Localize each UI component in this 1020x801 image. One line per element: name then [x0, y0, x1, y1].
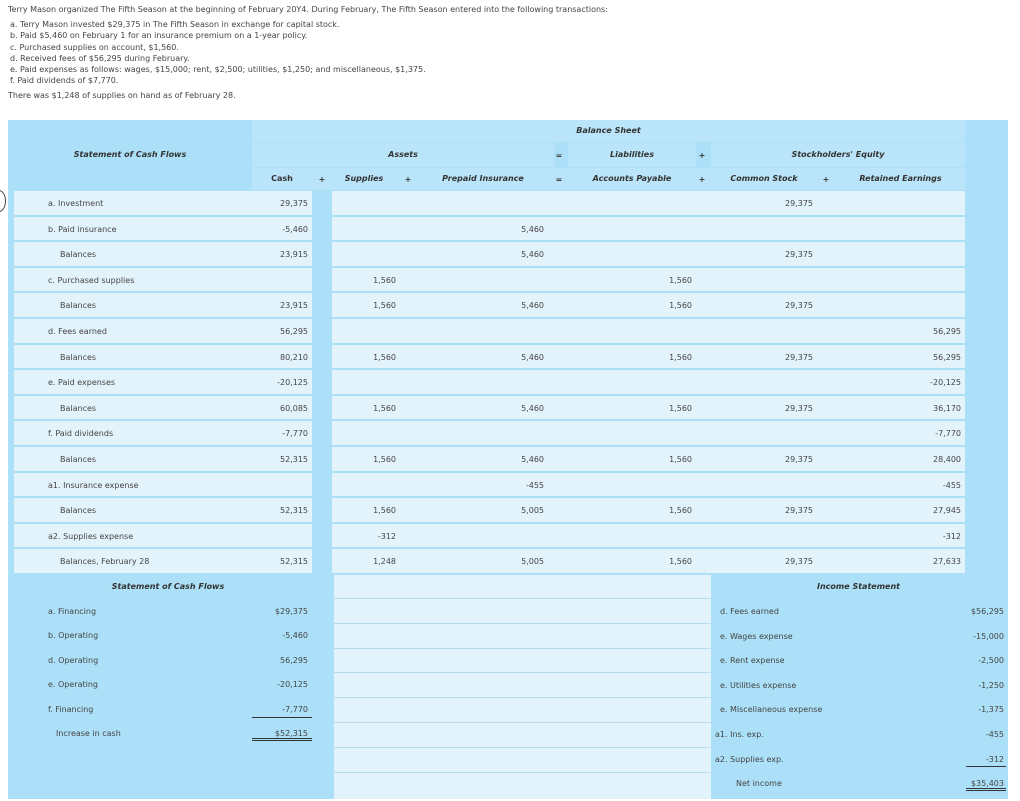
table-cell: [817, 242, 836, 266]
table-cell: [14, 293, 252, 317]
cash-flow-amount: $29,375: [274, 607, 308, 616]
income-statement-label: a1. Ins. exp.: [715, 730, 764, 739]
cell-payable: 1,560: [669, 455, 692, 464]
cell-prepaid: 5,460: [521, 455, 544, 464]
cell-stock: 29,375: [785, 250, 813, 260]
table-cell: [252, 473, 312, 497]
row-label: f. Paid dividends: [48, 429, 114, 439]
table-cell: [696, 396, 711, 420]
plus-sign: +: [698, 175, 706, 184]
cell-cash: 23,915: [280, 301, 308, 311]
supplies-note: There was $1,248 of supplies on hand as of February 28.: [8, 91, 236, 101]
income-statement-label: e. Wages expense: [720, 631, 793, 641]
row-divider: [334, 623, 711, 624]
table-cell: [400, 473, 418, 497]
income-statement-label: e. Miscellaneous expense: [720, 705, 823, 715]
row-divider: [334, 747, 711, 748]
table-cell: [696, 473, 711, 497]
income-statement-amount: -2,500: [978, 656, 1004, 666]
table-cell: [696, 345, 711, 369]
cell-supplies: 1,560: [373, 403, 396, 413]
cell-supplies: 1,560: [373, 506, 396, 516]
table-cell: [400, 293, 418, 317]
col-cash: Cash: [271, 174, 293, 183]
cell-prepaid: -455: [525, 480, 544, 490]
cell-prepaid: 5,005: [521, 557, 544, 567]
cell-payable: 1,560: [669, 352, 692, 362]
table-cell: [568, 421, 696, 445]
table-cell: [332, 191, 400, 215]
cash-flow-amount: 56,295: [280, 655, 308, 665]
cell-supplies: 1,560: [373, 352, 396, 362]
table-cell: [332, 421, 400, 445]
cell-cash: 56,295: [280, 327, 308, 336]
cash-flow-amount: -5,460: [282, 631, 308, 641]
table-cell: [548, 396, 568, 420]
table-cell: [817, 370, 836, 394]
table-cell: [836, 242, 965, 266]
row-label: Balances: [60, 403, 97, 413]
cell-stock: 29,375: [785, 506, 813, 516]
cash-flow-amount: -7,770: [282, 704, 308, 714]
subtotal-underline: [252, 717, 312, 718]
table-cell: [817, 549, 836, 573]
table-cell: [14, 396, 252, 420]
cell-retained: 27,945: [933, 506, 961, 516]
table-cell: [711, 217, 817, 241]
problem-paragraph: Terry Mason organized The Fifth Season at the beginning of February 20Y4. During February, The Fifth Season entered into the following transactions:: [8, 5, 608, 14]
table-cell: [696, 242, 711, 266]
net-income-label: Net income: [736, 779, 782, 789]
table-cell: [332, 473, 400, 497]
cell-prepaid: 5,460: [521, 224, 544, 234]
table-cell: [711, 421, 817, 445]
plus-sign: +: [404, 175, 412, 184]
row-label: Balances, February 28: [60, 557, 150, 567]
table-cell: [696, 370, 711, 394]
cash-flow-label: e. Operating: [48, 680, 99, 690]
table-cell: [548, 293, 568, 317]
table-cell: [418, 268, 548, 292]
cell-retained: -20,125: [930, 378, 961, 388]
cell-payable: 1,560: [669, 301, 692, 311]
cell-payable: 1,560: [669, 557, 692, 567]
table-cell: [400, 396, 418, 420]
table-cell: [817, 217, 836, 241]
table-cell: [400, 319, 418, 343]
table-cell: [696, 447, 711, 471]
cell-prepaid: 5,460: [521, 301, 544, 311]
table-cell: [568, 524, 696, 548]
row-divider: [334, 598, 711, 599]
equals-sign: =: [555, 151, 563, 160]
cell-cash: 60,085: [280, 403, 308, 413]
income-statement-amount: $56,295: [970, 607, 1004, 616]
income-statement-amount: -1,250: [978, 680, 1004, 690]
transaction-item: a. Terry Mason invested $29,375 in The Fifth Season in exchange for capital stock.: [10, 20, 340, 30]
table-cell: [400, 421, 418, 445]
selection-marker: [0, 190, 6, 212]
cell-supplies: 1,560: [373, 455, 396, 464]
worksheet: [8, 120, 1008, 799]
table-cell: [696, 524, 711, 548]
cell-cash: -7,770: [282, 429, 308, 439]
income-statement-label: e. Utilities expense: [720, 680, 797, 690]
table-cell: [817, 293, 836, 317]
table-cell: [568, 370, 696, 394]
plus-sign: +: [318, 175, 326, 184]
table-cell: [548, 217, 568, 241]
plus-sign: +: [698, 151, 706, 160]
table-cell: [817, 473, 836, 497]
table-cell: [14, 498, 252, 522]
cell-cash: 52,315: [280, 506, 308, 516]
table-cell: [418, 421, 548, 445]
table-cell: [568, 217, 696, 241]
cell-stock: 29,375: [785, 403, 813, 413]
row-label: a2. Supplies expense: [48, 531, 134, 541]
table-cell: [696, 498, 711, 522]
table-cell: [14, 242, 252, 266]
table-cell: [548, 242, 568, 266]
left-header-title: Statement of Cash Flows: [73, 150, 187, 159]
table-cell: [817, 319, 836, 343]
cell-stock: 29,375: [785, 352, 813, 362]
plus-sign: +: [822, 175, 830, 184]
total-double-underline: [252, 738, 312, 741]
row-divider: [334, 648, 711, 649]
cash-flow-amount: -20,125: [277, 680, 308, 690]
total-double-underline: [966, 788, 1006, 791]
table-cell: [568, 319, 696, 343]
table-cell: [817, 524, 836, 548]
cell-cash: 23,915: [280, 250, 308, 260]
transaction-item: d. Received fees of $56,295 during February.: [10, 53, 190, 63]
cell-retained: -7,770: [935, 429, 961, 439]
table-cell: [548, 524, 568, 548]
table-cell: [696, 421, 711, 445]
cell-retained: 27,633: [933, 557, 961, 567]
transaction-item: f. Paid dividends of $7,770.: [10, 76, 119, 86]
table-cell: [548, 421, 568, 445]
table-cell: [400, 268, 418, 292]
table-cell: [400, 242, 418, 266]
row-divider: [334, 722, 711, 723]
table-cell: [252, 268, 312, 292]
cash-flows-title: Statement of Cash Flows: [111, 582, 225, 591]
table-cell: [548, 345, 568, 369]
cell-retained: 36,170: [933, 403, 961, 413]
income-statement-amount: -1,375: [978, 705, 1004, 715]
transaction-item: b. Paid $5,460 on February 1 for an insurance premium on a 1-year policy.: [10, 31, 308, 41]
table-cell: [418, 524, 548, 548]
transaction-list: [8, 19, 1008, 86]
assets-header: Assets: [388, 150, 418, 159]
table-cell: [817, 421, 836, 445]
liabilities-header: Liabilities: [610, 150, 654, 159]
cell-supplies: -312: [377, 531, 396, 541]
col-prepaid-insurance: Prepaid Insurance: [442, 174, 524, 183]
cell-payable: 1,560: [669, 506, 692, 516]
cell-prepaid: 5,005: [521, 506, 544, 516]
cell-stock: 29,375: [785, 557, 813, 567]
row-label: Balances: [60, 301, 97, 311]
row-label: Balances: [60, 352, 97, 362]
blank-area: [334, 575, 711, 799]
row-label: b. Paid insurance: [48, 224, 117, 234]
cash-flow-total-amount: $52,315: [274, 729, 308, 738]
cell-supplies: 1,560: [373, 301, 396, 311]
table-cell: [548, 268, 568, 292]
cell-retained: -312: [942, 531, 961, 541]
cell-supplies: 1,560: [373, 275, 396, 285]
table-cell: [548, 191, 568, 215]
table-cell: [696, 293, 711, 317]
income-statement-amount: -455: [985, 730, 1004, 739]
row-label: Balances: [60, 250, 97, 260]
row-label: d. Fees earned: [48, 327, 107, 336]
table-cell: [400, 191, 418, 215]
table-cell: [711, 268, 817, 292]
net-income-amount: $35,403: [970, 779, 1004, 789]
col-retained-earnings: Retained Earnings: [859, 174, 942, 183]
income-statement-label: d. Fees earned: [720, 607, 779, 616]
cell-retained: 56,295: [933, 352, 961, 362]
table-cell: [418, 319, 548, 343]
cell-retained: 56,295: [933, 327, 961, 336]
table-cell: [836, 293, 965, 317]
table-cell: [817, 191, 836, 215]
cell-stock: 29,375: [785, 455, 813, 464]
transaction-item: c. Purchased supplies on account, $1,560.: [10, 42, 179, 52]
equals-sign: =: [555, 175, 563, 184]
table-cell: [14, 447, 252, 471]
table-cell: [400, 549, 418, 573]
cell-cash: 29,375: [280, 199, 308, 208]
table-cell: [568, 473, 696, 497]
table-cell: [400, 498, 418, 522]
cash-flow-label: d. Operating: [48, 655, 99, 665]
table-cell: [696, 268, 711, 292]
table-cell: [817, 268, 836, 292]
cell-cash: 80,210: [280, 352, 308, 362]
table-cell: [696, 217, 711, 241]
table-cell: [400, 217, 418, 241]
table-cell: [400, 370, 418, 394]
table-cell: [711, 370, 817, 394]
cell-cash: 52,315: [280, 455, 308, 464]
col-common-stock: Common Stock: [730, 174, 798, 183]
table-cell: [817, 447, 836, 471]
table-cell: [817, 345, 836, 369]
income-statement-label: a2. Supplies exp.: [715, 754, 784, 764]
table-cell: [711, 319, 817, 343]
cell-retained: -455: [942, 480, 961, 490]
cell-payable: 1,560: [669, 275, 692, 285]
cash-flow-total-label: Increase in cash: [56, 729, 121, 738]
col-accounts-payable: Accounts Payable: [592, 174, 672, 183]
table-cell: [400, 345, 418, 369]
table-cell: [548, 549, 568, 573]
row-label: c. Purchased supplies: [48, 275, 135, 285]
cell-prepaid: 5,460: [521, 352, 544, 362]
income-statement-title: Income Statement: [817, 582, 900, 591]
table-cell: [400, 447, 418, 471]
cash-flow-label: f. Financing: [48, 704, 94, 714]
income-statement-amount: -312: [985, 754, 1004, 764]
cell-stock: 29,375: [785, 199, 813, 208]
table-cell: [418, 191, 548, 215]
row-divider: [334, 772, 711, 773]
table-cell: [332, 217, 400, 241]
table-cell: [332, 370, 400, 394]
cell-cash: 52,315: [280, 557, 308, 567]
table-cell: [696, 191, 711, 215]
cell-supplies: 1,248: [373, 557, 396, 567]
subtotal-underline: [966, 766, 1006, 767]
table-cell: [836, 268, 965, 292]
table-cell: [548, 498, 568, 522]
col-supplies: Supplies: [344, 174, 384, 183]
row-divider: [334, 672, 711, 673]
cell-cash: -5,460: [282, 224, 308, 234]
table-cell: [418, 370, 548, 394]
table-cell: [548, 370, 568, 394]
table-cell: [568, 191, 696, 215]
row-label: a1. Insurance expense: [48, 480, 139, 490]
table-cell: [711, 524, 817, 548]
table-cell: [332, 319, 400, 343]
income-statement-label: e. Rent expense: [720, 656, 785, 666]
row-label: e. Paid expenses: [48, 378, 116, 388]
table-cell: [711, 473, 817, 497]
table-cell: [252, 524, 312, 548]
cell-prepaid: 5,460: [521, 250, 544, 260]
table-cell: [836, 191, 965, 215]
table-cell: [548, 319, 568, 343]
table-cell: [14, 345, 252, 369]
row-divider: [334, 697, 711, 698]
table-cell: [696, 549, 711, 573]
cash-flow-label: b. Operating: [48, 631, 99, 641]
table-cell: [548, 447, 568, 471]
row-label: a. Investment: [48, 199, 104, 208]
transaction-item: e. Paid expenses as follows: wages, $15,000; rent, $2,500; utilities, $1,250; and miscellaneous, $1,375.: [10, 65, 426, 75]
table-cell: [696, 319, 711, 343]
cell-cash: -20,125: [277, 378, 308, 388]
row-label: Balances: [60, 455, 97, 464]
cell-prepaid: 5,460: [521, 403, 544, 413]
table-cell: [332, 242, 400, 266]
cell-stock: 29,375: [785, 301, 813, 311]
cash-flow-label: a. Financing: [48, 607, 97, 616]
table-cell: [548, 473, 568, 497]
table-cell: [400, 524, 418, 548]
table-cell: [568, 242, 696, 266]
table-cell: [817, 396, 836, 420]
row-label: Balances: [60, 506, 97, 516]
table-cell: [836, 217, 965, 241]
cell-retained: 28,400: [933, 455, 961, 464]
table-cell: [817, 498, 836, 522]
equity-header: Stockholders' Equity: [791, 150, 885, 159]
income-statement-amount: -15,000: [973, 631, 1004, 641]
cell-payable: 1,560: [669, 403, 692, 413]
balance-sheet-title: Balance Sheet: [576, 126, 641, 135]
problem-text: [8, 0, 1008, 102]
